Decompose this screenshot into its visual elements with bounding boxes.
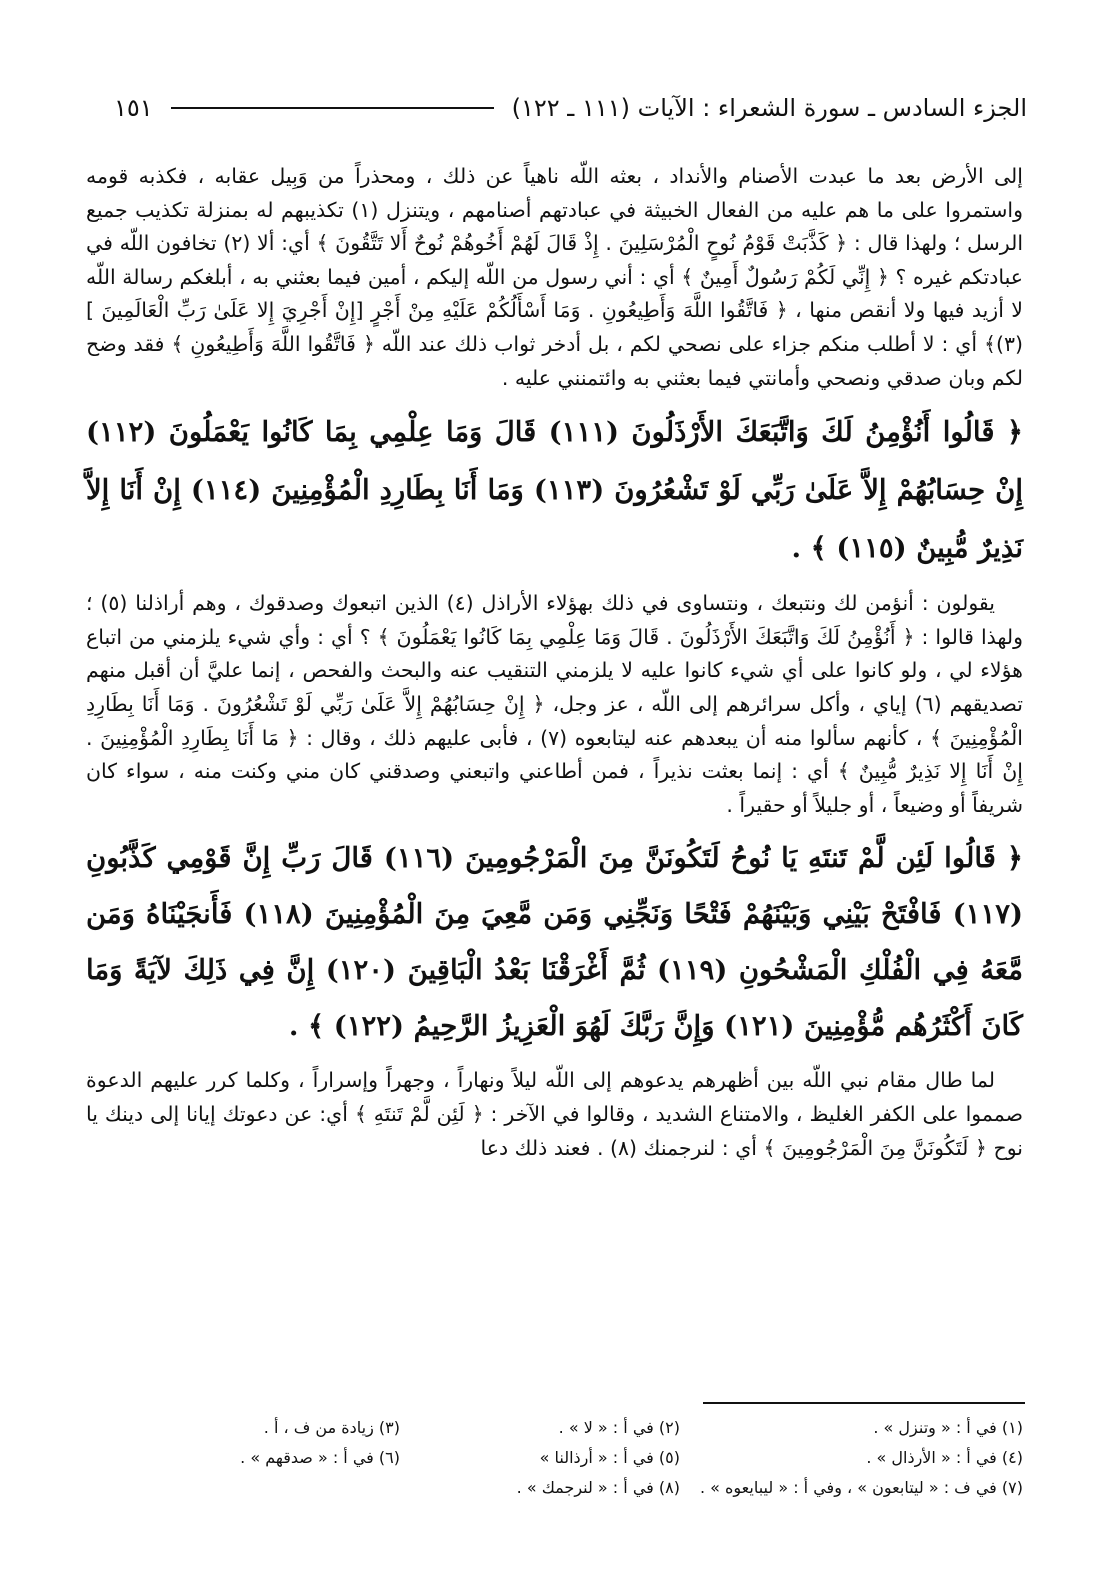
quran-verses-116-122: ﴿ قَالُوا لَئِن لَّمْ تَنتَهِ يَا نُوحُ لَتَكُونَنَّ مِنَ الْمَرْجُومِينَ (١١٦) قَالَ رَبِّ إِنَّ قَوْمِي كَذَّبُونِ (١١٧) فَافْتَحْ بَيْنِي وَبَيْنَهُمْ فَتْحًا وَنَجِّنِي وَمَن مَّعِيَ مِنَ الْمُؤْمِنِينَ (١١٨) فَأَنجَيْنَاهُ وَمَن مَّعَهُ فِي الْفُلْكِ الْمَشْحُونِ (١١٩) ثُمَّ أَغْرَقْنَا بَعْدُ الْبَاقِينَ (١٢٠) إِنَّ فِي ذَلِكَ لآيَةً وَمَا كَانَ أَكْثَرُهُم مُّؤْمِنِينَ (١٢١) وَإِنَّ رَبَّكَ لَهُوَ الْعَزِيزُ الرَّحِيمُ (١٢٢) ﴾ . bbox=[86, 842, 1023, 1043]
commentary-paragraph-3: لما طال مقام نبي اللّه بين أظهرهم يدعوهم إلى اللّه ليلاً ونهاراً ، وجهراً وإسراراً ، وكلما كرر عليهم الدعوة صمموا على الكفر الغليظ ، والامتناع الشديد ، وقالوا في الآخر : ﴿ لَئِن لَّمْ تَنتَهِ ﴾ أي: عن دعوتك إيانا إلى دينك يا نوح ﴿ لَتَكُونَنَّ مِنَ الْمَرْجُومِينَ ﴾ أي : لنرجمنك (٨) . فعند ذلك دعا bbox=[86, 1068, 1023, 1160]
footnote: (٣) زيادة من ف ، أ . bbox=[263, 1418, 400, 1437]
commentary-paragraph-2: يقولون : أنؤمن لك ونتبعك ، ونتساوى في ذلك بهؤلاء الأراذل (٤) الذين اتبعوك وصدقوك ، وهم أراذلنا (٥) ؛ ولهذا قالوا : ﴿ أَنُؤْمِنُ لَكَ وَاتَّبَعَكَ الأَرْذَلُونَ . قَالَ وَمَا عِلْمِي بِمَا كَانُوا يَعْمَلُونَ ﴾ ؟ أي : وأي شيء يلزمني من اتباع هؤلاء لي ، ولو كانوا على أي شيء كانوا عليه لا يلزمني التنقيب عنه والبحث والفحص ، إنما عليَّ أن أقبل منهم تصديقهم (٦) إياي ، وأكل سرائرهم إلى اللّه ، عز وجل، ﴿ إِنْ حِسَابُهُمْ إِلاَّ عَلَىٰ رَبِّي لَوْ تَشْعُرُونَ . وَمَا أَنَا بِطَارِدِ الْمُؤْمِنِينَ ﴾ ، كأنهم سألوا منه أن يبعدهم عنه ليتابعوه (٧) ، فأبى عليهم ذلك ، وقال : ﴿ مَا أَنَا بِطَارِدِ الْمُؤْمِنِينَ . إِنْ أَنَا إِلا نَذِيرٌ مُّبِينٌ ﴾ أي : إنما بعثت نذيراً ، فمن أطاعني واتبعني وصدقني كان مني وكنت منه ، سواء كان شريفاً أو وضيعاً ، أو جليلاً أو حقيراً . bbox=[86, 591, 1023, 817]
page-number: ١٥١ bbox=[114, 94, 153, 122]
main-text bbox=[86, 160, 1023, 1165]
footnote: (٨) في أ : « لنرجمك » . bbox=[516, 1478, 680, 1497]
running-header bbox=[114, 88, 1027, 128]
footnotes-divider bbox=[703, 1402, 1025, 1404]
commentary-paragraph-1: إلى الأرض بعد ما عبدت الأصنام والأنداد ، بعثه اللّه ناهياً عن ذلك ، ومحذراً من وَبِيل عقابه ، فكذبه قومه واستمروا على ما هم عليه من الفعال الخبيثة في عبادتهم أصنامهم ، ويتنزل (١) تكذيبهم له بمنزلة تكذيب جميع الرسل ؛ ولهذا قال : ﴿ كَذَّبَتْ قَوْمُ نُوحٍ الْمُرْسَلِينَ . إِذْ قَالَ لَهُمْ أَخُوهُمْ نُوحٌ أَلا تَتَّقُونَ ﴾ أي: ألا (٢) تخافون اللّه في عبادتكم غيره ؟ ﴿ إِنِّي لَكُمْ رَسُولٌ أَمِينٌ ﴾ أي : أني رسول من اللّه إليكم ، أمين فيما بعثني به ، أبلغكم رسالة اللّه لا أزيد فيها ولا أنقص منها ، ﴿ فَاتَّقُوا اللَّهَ وَأَطِيعُونِ . وَمَا أَسْأَلُكُمْ عَلَيْهِ مِنْ أَجْرٍ [إِنْ أَجْرِيَ إِلا عَلَىٰ رَبِّ الْعَالَمِينَ ] (٣)﴾ أي : لا أطلب منكم جزاء على نصحي لكم ، بل أدخر ثواب ذلك عند اللّه ﴿ فَاتَّقُوا اللَّهَ وَأَطِيعُونِ ﴾ فقد وضح لكم وبان صدقي ونصحي وأمانتي فيما بعثني به وائتمنني عليه . bbox=[86, 164, 1024, 390]
footnote: (١) في أ : « وتنزل » . bbox=[873, 1418, 1023, 1437]
footnote: (٥) في أ : « أرذالنا » bbox=[539, 1448, 680, 1467]
footnote: (٤) في أ : « الأرذال » . bbox=[866, 1448, 1023, 1467]
header-rule bbox=[171, 107, 494, 109]
footnote: (٦) في أ : « صدقهم » . bbox=[240, 1448, 400, 1467]
header-title: الجزء السادس ـ سورة الشعراء : الآيات (١١١ ـ ١٢٢) bbox=[511, 94, 1027, 122]
quran-verses-111-115: ﴿ قَالُوا أَنُؤْمِنُ لَكَ وَاتَّبَعَكَ الأَرْذَلُونَ (١١١) قَالَ وَمَا عِلْمِي بِمَا كَانُوا يَعْمَلُونَ (١١٢) إِنْ حِسَابُهُمْ إِلاَّ عَلَىٰ رَبِّي لَوْ تَشْعُرُونَ (١١٣) وَمَا أَنَا بِطَارِدِ الْمُؤْمِنِينَ (١١٤) إِنْ أَنَا إِلاَّ نَذِيرٌ مُّبِينٌ (١١٥) ﴾ . bbox=[86, 416, 1023, 565]
footnotes bbox=[140, 1416, 1023, 1500]
footnote: (٢) في أ : « لا » . bbox=[558, 1418, 680, 1437]
footnote: (٧) في ف : « ليتابعون » ، وفي أ : « ليبايعوه » . bbox=[699, 1478, 1023, 1497]
